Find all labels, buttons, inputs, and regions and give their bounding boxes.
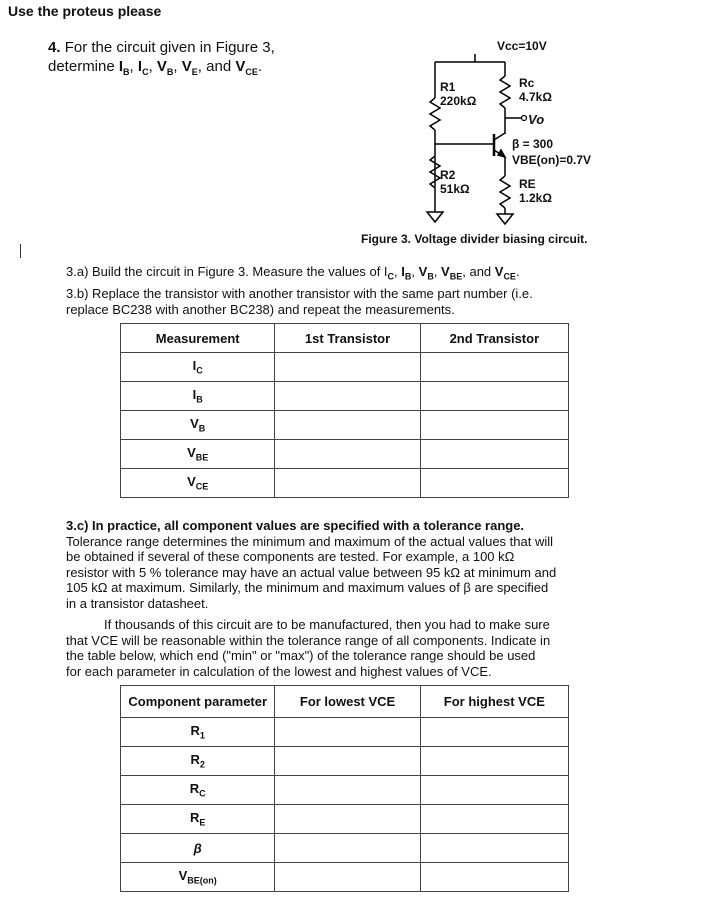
vo-label: Vo (528, 112, 545, 127)
row-label-ib: $I_B$ (121, 382, 275, 411)
measurement-table (120, 323, 569, 498)
table-row (121, 776, 569, 805)
ib-2nd-cell[interactable] (420, 382, 568, 411)
header-component-parameter: Component parameter (121, 686, 275, 718)
figure-caption: Figure 3. Voltage divider biasing circuit. (361, 232, 588, 246)
vce-2nd-cell[interactable] (420, 469, 568, 498)
re-label: RE 1.2kΩ (519, 177, 552, 205)
problem-statement (48, 38, 275, 82)
vbe-1st-cell[interactable] (275, 440, 420, 469)
vbe-2nd-cell[interactable] (420, 440, 568, 469)
re-highest-cell[interactable] (420, 805, 568, 834)
vbe-label: VBE(on)=0.7V (512, 153, 592, 167)
row-label-r2: $R_2$ (121, 747, 275, 776)
tolerance-table (120, 685, 569, 892)
row-label-vb: $V_B$ (121, 411, 275, 440)
r2-highest-cell[interactable] (420, 747, 568, 776)
r1-lowest-cell[interactable] (275, 718, 420, 747)
table-row (121, 440, 569, 469)
vbe-on-highest-cell[interactable] (420, 863, 568, 892)
part-c-text: 3.c) In practice, all component values are specified with a tolerance range. Tolerance range determines the minimum and maximum of the actual values that will be obtained if several of these components are tested. For example, a 100 kΩ resistor with 5 % tolerance may have an actual value between 95 kΩ at minimum and 105 kΩ at maximum. Similarly, the minimum and maximum values of β are specified in a transistor datasheet. If thousands of this circuit are to be manufactured, then you had to make sure that VCE will be reasonable within the tolerance range of all components. Indicate in the table below, which end ("min" or "max") of the tolerance range should be used for each parameter in calculation of the lowest and highest values of VCE. (66, 518, 557, 679)
beta-highest-cell[interactable] (420, 834, 568, 863)
row-label-beta: β (121, 834, 275, 863)
table-row (121, 469, 569, 498)
r2-lowest-cell[interactable] (275, 747, 420, 776)
top-note: Use the proteus please (8, 3, 162, 19)
vce-1st-cell[interactable] (275, 469, 420, 498)
rc-label: Rc 4.7kΩ (519, 76, 552, 104)
row-label-re: $R_E$ (121, 805, 275, 834)
re-lowest-cell[interactable] (275, 805, 420, 834)
problem-line2: determine $I_B$, $I_C$, $V_B$, $V_E$, and $V_{CE}$. (48, 58, 263, 77)
row-label-ic: $I_C$ (121, 353, 275, 382)
text-cursor (20, 244, 21, 258)
r2-label: R2 51kΩ (440, 168, 470, 196)
table-row (121, 382, 569, 411)
table-row (121, 834, 569, 863)
beta-label: β = 300 (512, 137, 554, 151)
header-measurement: Measurement (121, 324, 275, 353)
vbe-on-lowest-cell[interactable] (275, 863, 420, 892)
table-row (121, 411, 569, 440)
vb-2nd-cell[interactable] (420, 411, 568, 440)
header-1st-transistor: 1st Transistor (275, 324, 420, 353)
row-label-vbe-on: $V_{BE(on)}$ (121, 863, 275, 892)
part-b-text: 3.b) Replace the transistor with another transistor with the same part number (i.e. replace BC238 with another BC238) and repeat the measurements. (66, 286, 533, 317)
rc-lowest-cell[interactable] (275, 776, 420, 805)
beta-lowest-cell[interactable] (275, 834, 420, 863)
ic-1st-cell[interactable] (275, 353, 420, 382)
vb-1st-cell[interactable] (275, 411, 420, 440)
rc-highest-cell[interactable] (420, 776, 568, 805)
table-row (121, 718, 569, 747)
table-row (121, 863, 569, 892)
row-label-vce: $V_{CE}$ (121, 469, 275, 498)
row-label-vbe: $V_{BE}$ (121, 440, 275, 469)
r1-label: R1 220kΩ (440, 80, 477, 108)
header-lowest-vce: For lowest VCE (275, 686, 420, 718)
ic-2nd-cell[interactable] (420, 353, 568, 382)
part-a-text: 3.a) Build the circuit in Figure 3. Measure the values of $I_C$, $I_B$, $V_B$, $V_{BE}$, and $V_{CE}$. (66, 264, 520, 282)
row-label-r1: $R_1$ (121, 718, 275, 747)
table-row (121, 805, 569, 834)
header-2nd-transistor: 2nd Transistor (420, 324, 568, 353)
vcc-label: Vcc=10V (497, 39, 547, 53)
table-row (121, 747, 569, 776)
row-label-rc: $R_C$ (121, 776, 275, 805)
ib-1st-cell[interactable] (275, 382, 420, 411)
table-row (121, 353, 569, 382)
problem-number: 4. (48, 39, 61, 56)
problem-line1: For the circuit given in Figure 3, (64, 39, 275, 56)
r1-highest-cell[interactable] (420, 718, 568, 747)
header-highest-vce: For highest VCE (420, 686, 568, 718)
